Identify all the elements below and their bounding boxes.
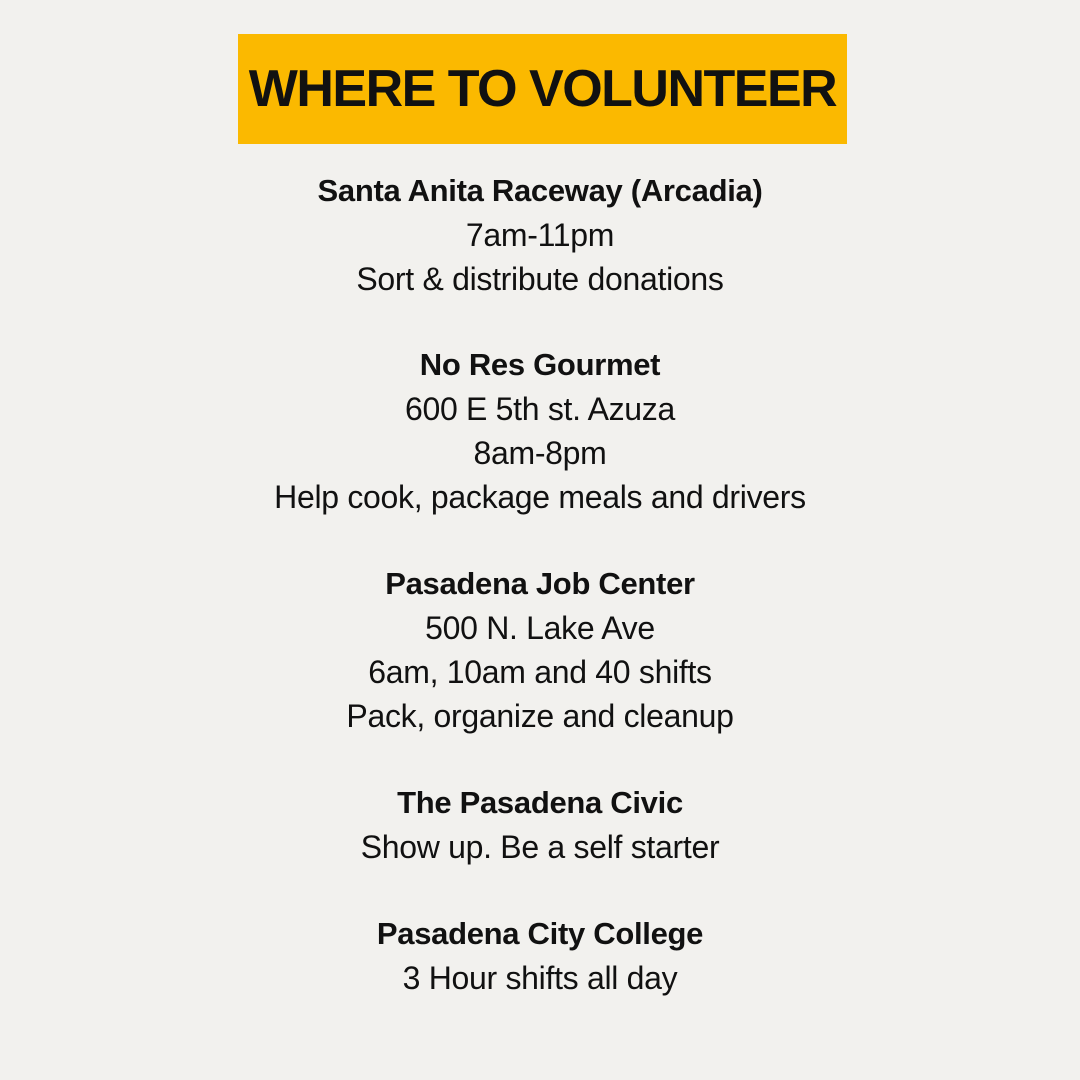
location-name: Santa Anita Raceway (Arcadia) (317, 173, 763, 208)
location-task: Pack, organize and cleanup (346, 698, 734, 734)
location-name: Pasadena City College (376, 916, 704, 951)
location-pasadena-city-college (0, 912, 1080, 1000)
location-name: The Pasadena Civic (397, 785, 683, 820)
location-santa-anita (0, 169, 1080, 301)
location-task: Sort & distribute donations (356, 261, 724, 297)
location-address: 600 E 5th st. Azuza (404, 391, 676, 427)
location-pasadena-civic (0, 781, 1080, 869)
location-pasadena-job-center (0, 562, 1080, 738)
page-title: WHERE TO VOLUNTEER (248, 60, 837, 118)
location-address: 500 N. Lake Ave (425, 610, 655, 646)
location-name: No Res Gourmet (419, 347, 661, 382)
location-hours: 7am-11pm (465, 217, 615, 253)
location-hours: 6am, 10am and 40 shifts (368, 654, 712, 690)
title-banner (238, 34, 847, 144)
location-hours: 3 Hour shifts all day (402, 960, 678, 996)
location-no-res-gourmet (0, 343, 1080, 519)
location-task: Show up. Be a self starter (360, 829, 720, 865)
location-hours: 8am-8pm (473, 435, 607, 471)
location-task: Help cook, package meals and drivers (274, 479, 806, 515)
location-name: Pasadena Job Center (385, 566, 695, 601)
